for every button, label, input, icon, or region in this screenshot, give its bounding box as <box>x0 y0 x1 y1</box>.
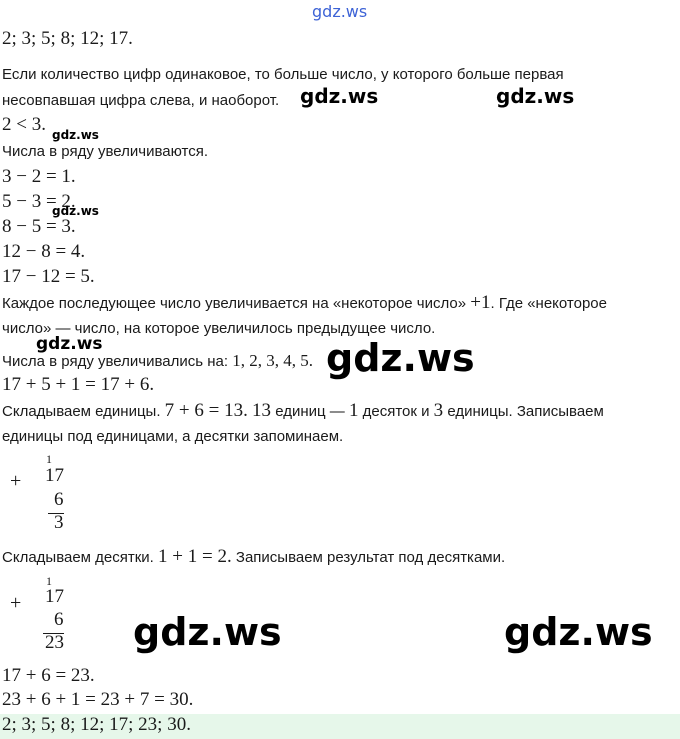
addend-bottom: 6 <box>54 609 64 630</box>
units-step-text-4: единицы. Записываем <box>443 403 604 420</box>
units-step-math: 7 + 6 = 13. <box>164 400 248 421</box>
difference-line-2: 5 − 3 = 2. <box>2 191 76 212</box>
pattern-text-tail: . Где «некоторое <box>490 295 607 312</box>
pattern-text-line-2: число» — число, на которое увеличилось предыдущее число. <box>2 320 436 337</box>
sum-result: 3 <box>54 512 64 533</box>
difference-line-4: 12 − 8 = 4. <box>2 241 86 262</box>
watermark: gdz.ws <box>36 334 103 354</box>
watermark: gdz.ws <box>496 84 575 108</box>
sequence-line: 2; 3; 5; 8; 12; 17. <box>2 28 133 49</box>
units-step-text-3: десяток и <box>358 403 434 420</box>
units-step-text-2: единиц — <box>271 403 349 420</box>
result-line-1: 17 + 6 = 23. <box>2 665 95 686</box>
watermark: gdz.ws <box>504 610 653 654</box>
units-step-line-2: единицы под единицами, а десятки запоминаем. <box>2 428 344 445</box>
units-step-line-1 <box>2 398 604 425</box>
addend-top: 17 <box>45 465 64 486</box>
rule-text-line-1: Если количество цифр одинаковое, то больше число, у которого больше первая <box>2 66 564 83</box>
pattern-increment: +1 <box>470 292 491 313</box>
addend-bottom: 6 <box>54 489 64 510</box>
watermark: gdz.ws <box>300 84 379 108</box>
watermark: gdz.ws <box>133 610 282 654</box>
plus-sign: + <box>10 470 22 492</box>
tens-step-math: 1 + 1 = 2. <box>158 546 232 567</box>
watermark: gdz.ws <box>52 128 99 142</box>
header-watermark: gdz.ws <box>312 2 368 21</box>
observation-line: Числа в ряду увеличиваются. <box>2 143 209 160</box>
tens-step-text-2: Записываем результат под десятками. <box>231 549 506 566</box>
pattern-text-line-1 <box>2 290 607 317</box>
watermark: gdz.ws <box>326 336 475 380</box>
increments-values: 1, 2, 3, 4, 5. <box>232 351 313 370</box>
carry-digit: 1 <box>46 574 52 588</box>
difference-line-5: 17 − 12 = 5. <box>2 266 95 287</box>
addend-top: 17 <box>45 586 64 607</box>
compare-line: 2 < 3. <box>2 114 46 135</box>
watermark: gdz.ws <box>52 204 99 218</box>
tens-step-line <box>2 544 505 571</box>
difference-line-3: 8 − 5 = 3. <box>2 216 76 237</box>
increments-label: Числа в ряду увеличивались на: <box>2 353 233 370</box>
pattern-text: Каждое последующее число увеличивается на «некоторое число» <box>2 295 471 312</box>
tens-count: 1 <box>348 400 359 421</box>
answer-line: 2; 3; 5; 8; 12; 17; 23; 30. <box>2 714 191 735</box>
units-step-text: Складываем единицы. <box>2 403 165 420</box>
units-count: 13 <box>252 400 272 421</box>
sum-result: 23 <box>45 632 64 653</box>
carry-digit: 1 <box>46 452 52 466</box>
tens-step-text: Складываем десятки. <box>2 549 159 566</box>
ones-count: 3 <box>433 400 444 421</box>
sum-expression: 17 + 5 + 1 = 17 + 6. <box>2 374 155 395</box>
rule-text-line-2: несовпавшая цифра слева, и наоборот. <box>2 92 280 109</box>
plus-sign: + <box>10 592 22 614</box>
difference-line-1: 3 − 2 = 1. <box>2 166 76 187</box>
result-line-2: 23 + 6 + 1 = 23 + 7 = 30. <box>2 689 194 710</box>
